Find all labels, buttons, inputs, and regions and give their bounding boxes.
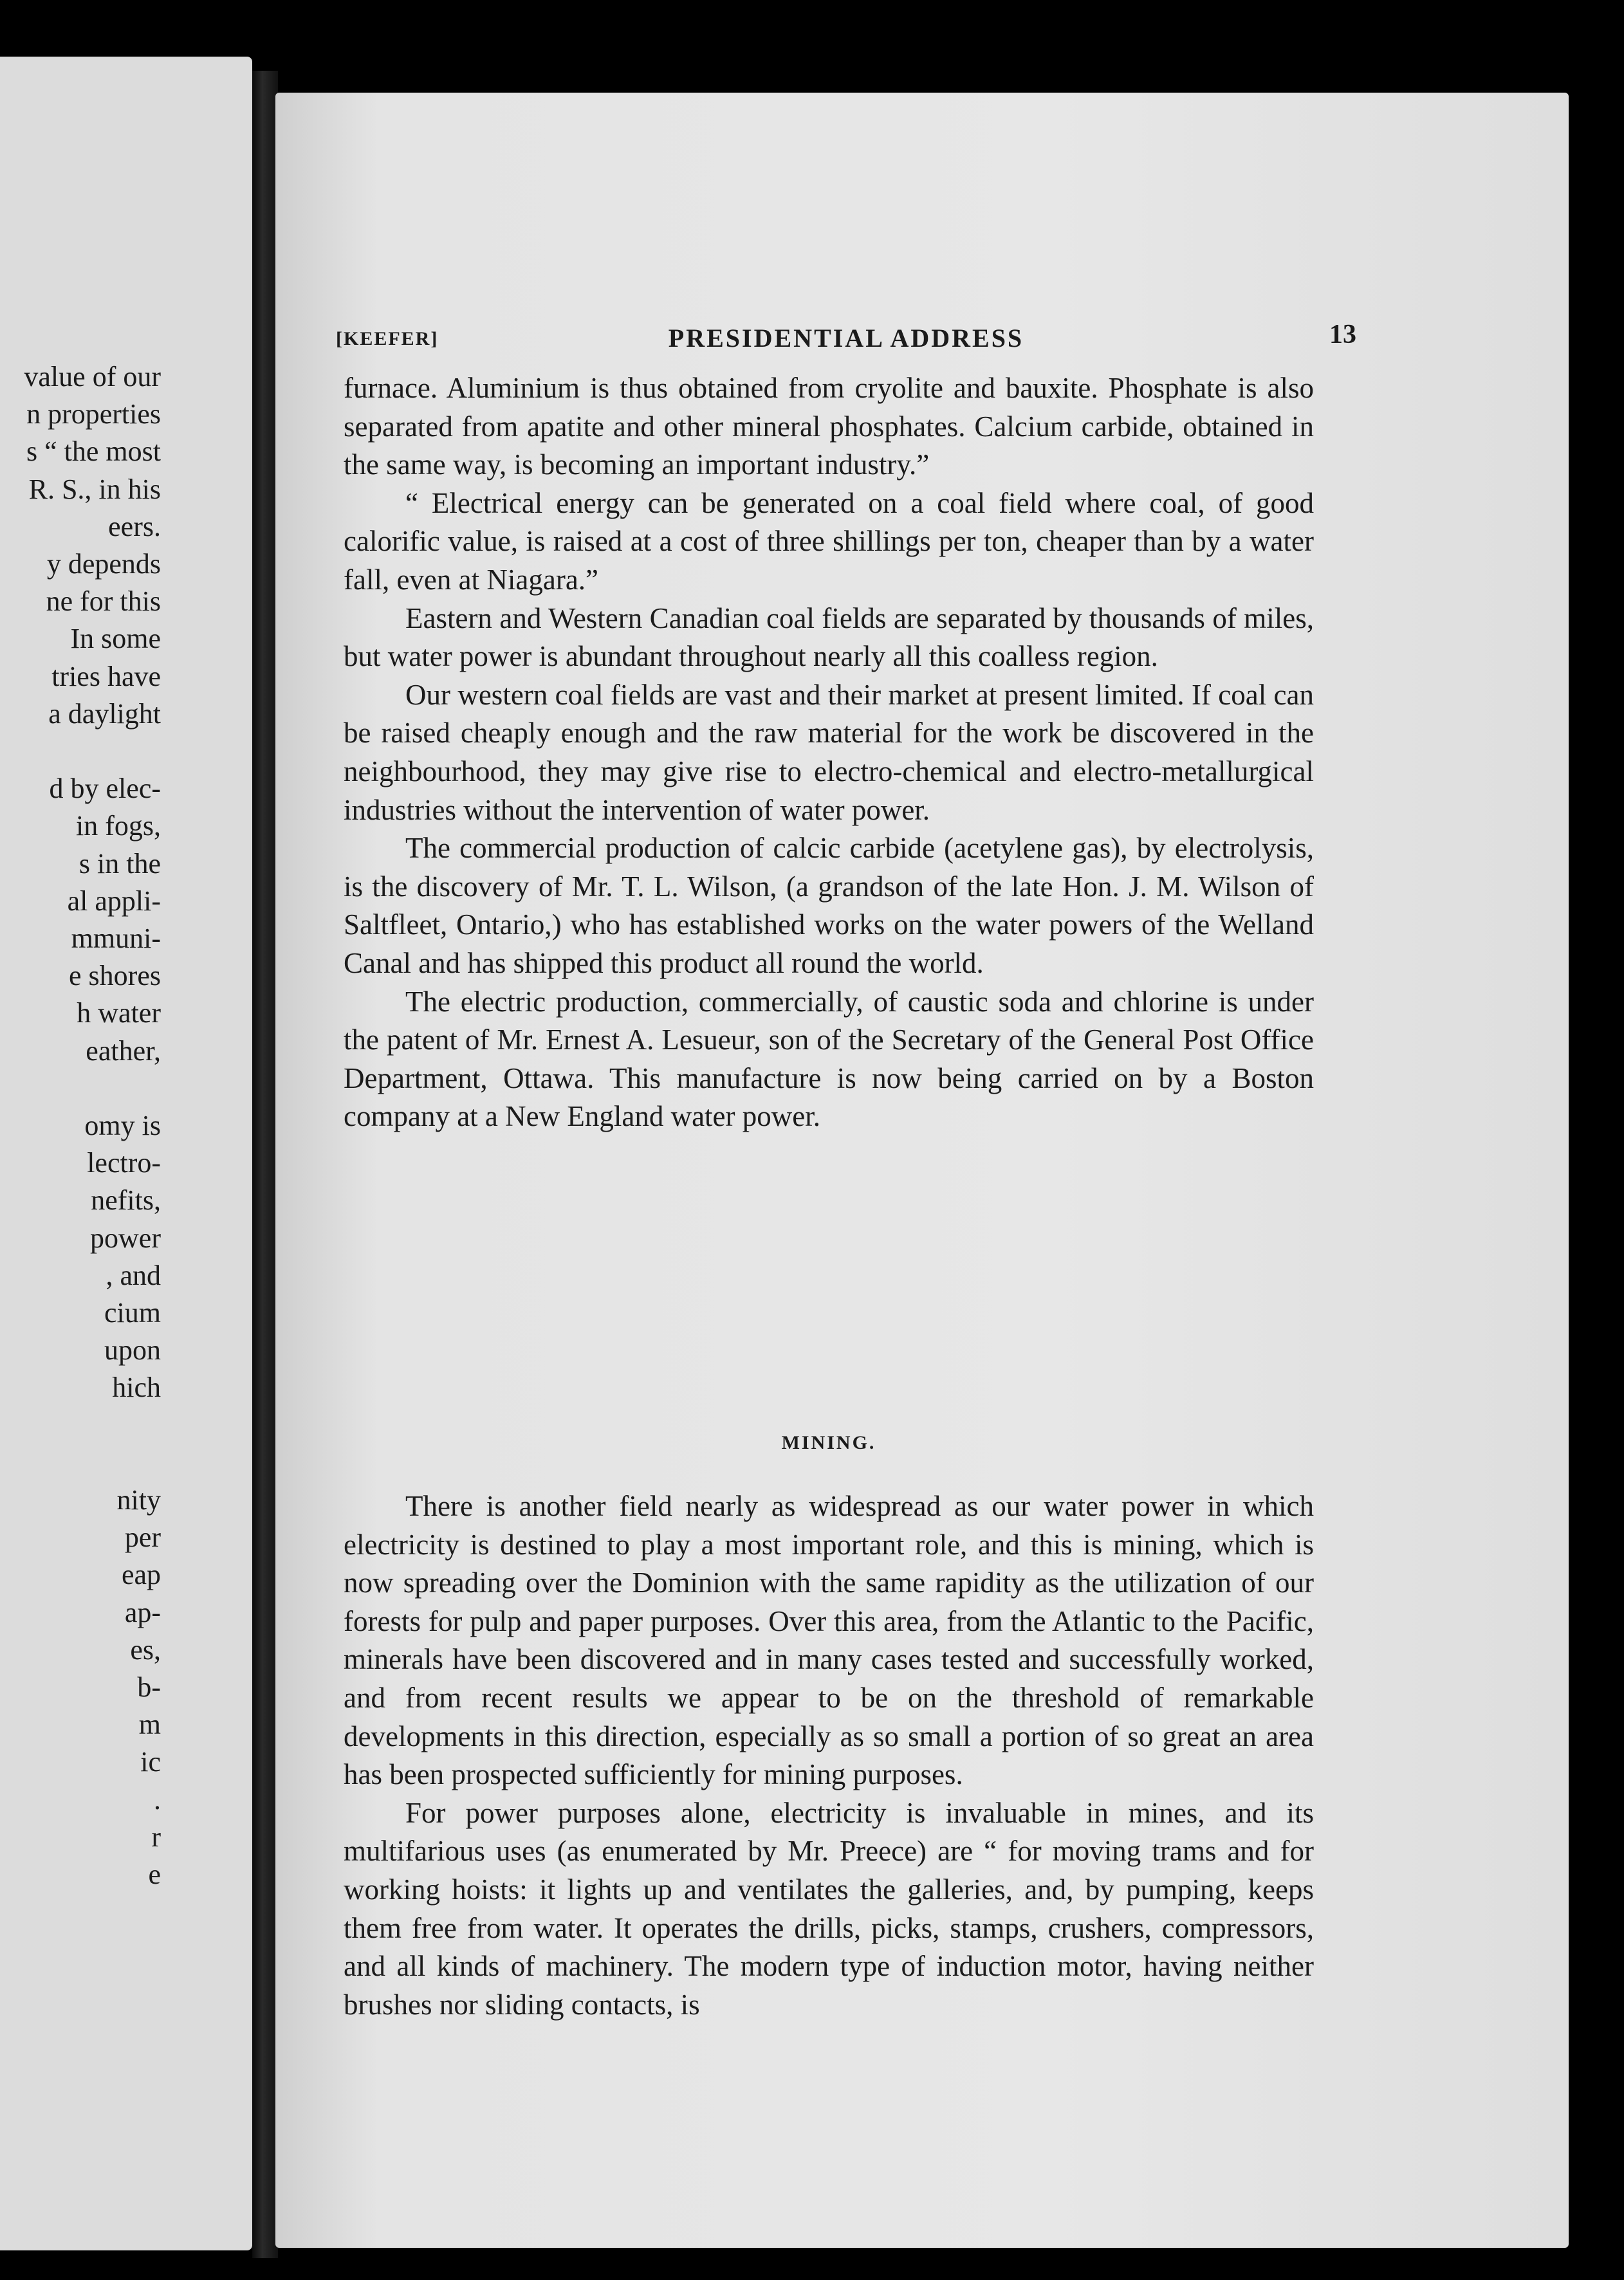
- paragraph: For power purposes alone, electricity is invaluable in mines, and its multifarious uses (as enumerated by Mr. Preece) are “ for moving trams and for working hoists: it lights up and ventilates the galleries, and, by pumping, keeps them free from water. It operates the drills, picks, stamps, crushers, compressors, and all kinds of machinery. The modern type of induction motor, having neither brushes nor sliding contacts, is: [344, 1796, 1314, 2021]
- previous-page-line: lectro-: [87, 1147, 161, 1179]
- paragraph: Our western coal fields are vast and their market at present limited. If coal can be raised cheaply enough and the raw material for the work be discovered in the neighbourhood, they may give rise to electro-chemical and electro-metallurgical industries without the intervention of water power.: [344, 678, 1314, 826]
- previous-page-line: ne for this: [46, 585, 161, 618]
- running-head: [336, 319, 1356, 358]
- previous-page-line: omy is: [84, 1110, 161, 1141]
- paragraph: There is another field nearly as widespread as our water power in which electricity is destined to play a most important role, and this is mining, which is now spreading over the Dominion with the same rapidity as the utilization of our forests for pulp and paper purposes. Over this area, from the Atlantic to the Pacific, minerals have been discovered and in many cases tested and successfully worked, and from recent results we appear to be on the threshold of remarkable developments in this direction, especially as so small a portion of so great an area has been prospected sufficiently for mining purposes.: [344, 1490, 1314, 1791]
- previous-page-line: nity: [116, 1484, 161, 1516]
- previous-page-line: b-: [137, 1671, 161, 1703]
- page-number: 13: [1329, 320, 1356, 349]
- previous-page-line: eather,: [86, 1034, 161, 1067]
- paragraph: The electric production, commercially, of caustic soda and chlorine is under the patent of Mr. Ernest A. Lesueur, son of the Secretary of the General Post Office Department, Ottawa. This manufacture is now being carried on by a Boston company at a New England water power.: [344, 985, 1314, 1133]
- previous-page-line: eers.: [108, 510, 161, 542]
- previous-page-line: upon: [104, 1334, 161, 1366]
- previous-page-line: cium: [104, 1297, 161, 1328]
- previous-page-line: al appli-: [67, 885, 161, 917]
- previous-page-line: , and: [106, 1259, 161, 1291]
- book-page: [275, 93, 1569, 2248]
- previous-page-line: e shores: [69, 960, 161, 992]
- previous-page-line: y depends: [46, 548, 161, 580]
- previous-page-line: power: [90, 1222, 161, 1254]
- previous-page-line: r: [151, 1821, 161, 1853]
- previous-page-line: mmuni-: [71, 923, 161, 954]
- previous-page-line: eap: [121, 1559, 161, 1591]
- running-head-title: PRESIDENTIAL ADDRESS: [668, 324, 1024, 353]
- body-text-lower: [344, 1487, 1314, 2024]
- paragraph: The commercial production of calcic carbide (acetylene gas), by electrolysis, is the discovery of Mr. T. L. Wilson, (a grandson of the late Hon. J. M. Wilson of Saltfleet, Ontario,) who has established works on the water powers of the Welland Canal and has shipped this product all round the world.: [344, 832, 1314, 979]
- previous-page-line: a daylight: [48, 697, 161, 730]
- previous-page-line: In some: [70, 623, 161, 655]
- previous-page-line: hich: [112, 1372, 161, 1404]
- previous-page-line: in fogs,: [76, 810, 161, 842]
- book-gutter: [252, 71, 278, 2258]
- previous-page-line: value of our: [24, 361, 161, 392]
- paragraph: “ Electrical energy can be generated on a coal field where coal, of good calorific value, is raised at a cost of three shillings per ton, cheaper than by a water fall, even at Niagara.”: [344, 486, 1314, 596]
- previous-page-line: n properties: [26, 398, 161, 430]
- previous-page-line: ap-: [124, 1596, 161, 1628]
- paragraph-continuation: furnace. Aluminium is thus obtained from cryolite and bauxite. Phosphate is also separated from apatite and other mineral phosphates. Calcium carbide, obtained in the same way, is becoming an important industry.”: [344, 372, 1314, 481]
- previous-page-line: per: [124, 1522, 161, 1554]
- previous-page-line: .: [154, 1783, 161, 1816]
- previous-page-line: R. S., in his: [28, 473, 161, 505]
- previous-page-line: e: [148, 1859, 161, 1890]
- previous-page-line: tries have: [51, 660, 161, 692]
- paragraph: Eastern and Western Canadian coal fields are separated by thousands of miles, but water power is abundant throughout nearly all this coalless region.: [344, 602, 1314, 673]
- body-text-upper: [344, 369, 1314, 1136]
- section-heading: MINING.: [781, 1432, 876, 1453]
- running-head-author: [KEEFER]: [336, 328, 439, 349]
- previous-page: [0, 57, 252, 2250]
- previous-page-line: d by elec-: [49, 773, 161, 805]
- previous-page-line: s in the: [78, 847, 161, 879]
- previous-page-line: es,: [130, 1633, 161, 1666]
- previous-page-line: nefits,: [91, 1184, 161, 1217]
- previous-page-line: ic: [140, 1746, 161, 1778]
- previous-page-line: h water: [77, 997, 161, 1029]
- previous-page-line: s “ the most: [26, 436, 161, 468]
- previous-page-line: m: [138, 1709, 161, 1741]
